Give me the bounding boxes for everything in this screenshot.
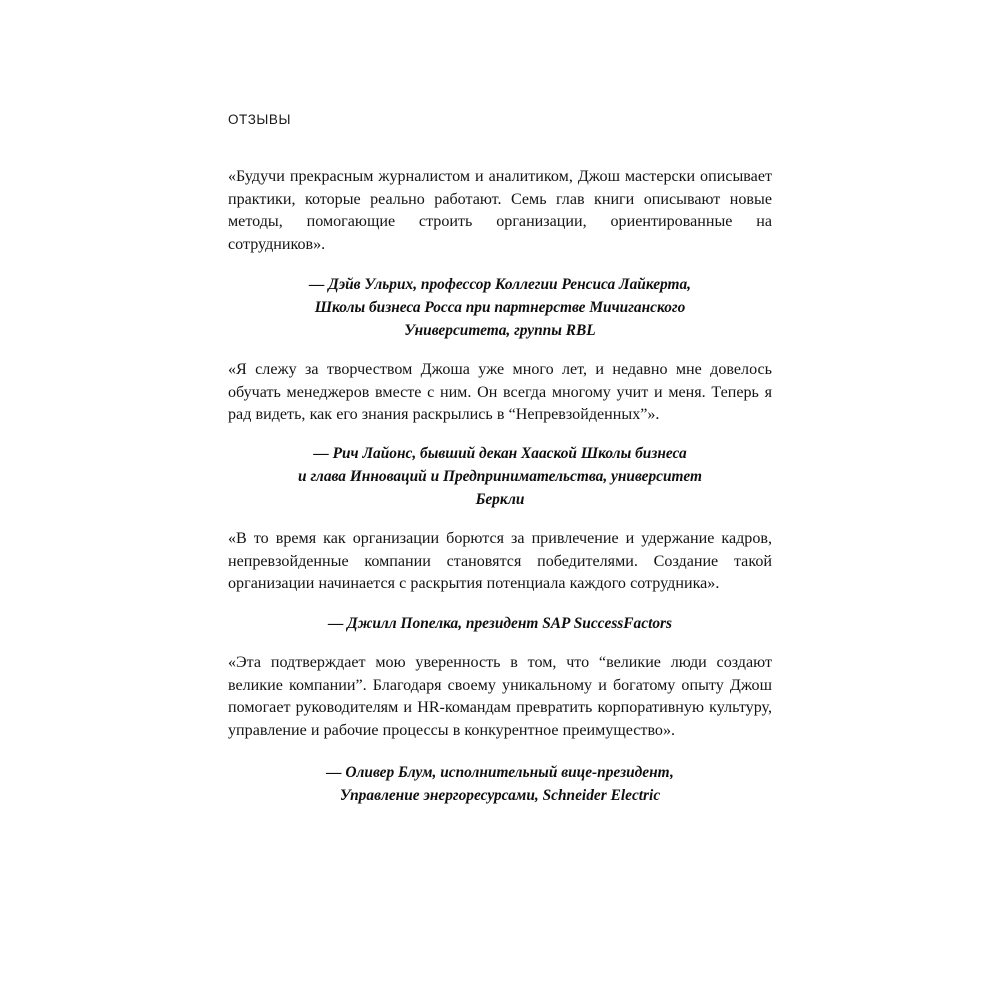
testimonial-attribution (248, 761, 753, 807)
testimonial-attribution (248, 273, 753, 342)
attribution-line: Университета, группы RBL (404, 321, 596, 339)
testimonial-quote: «В то время как организации борются за привлечение и удержание кадров, непревзойденные компании становятся победителями. Создание такой организации начинается с раскрытия потенциала каждого сотрудника». (228, 529, 772, 593)
attribution-line: Школы бизнеса Росса при партнерстве Мичиганского (314, 298, 686, 316)
testimonial-quote: «Будучи прекрасным журналистом и аналитиком, Джош мастерски описывает практики, которые реально работают. Семь глав книги описывают новые методы, помогающие строить организации, ориентированные на сотрудников». (228, 168, 772, 254)
testimonial-block (228, 652, 772, 807)
testimonial-quote: «Я слежу за творчеством Джоша уже много лет, и недавно мне довелось обучать менеджеров вместе с ним. Он всегда многому учит и меня. Теперь я рад видеть, как его знания раскрылись в “Непревзойденных”». (228, 360, 772, 424)
attribution-line: — Оливер Блум, исполнительный вице-президент, (326, 763, 674, 781)
testimonial-block (228, 166, 772, 342)
attribution-line: и глава Инноваций и Предпринимательства, университет (298, 467, 702, 485)
testimonials-content (228, 166, 772, 807)
attribution-line: — Джилл Попелка, президент SAP SuccessFactors (327, 615, 673, 633)
testimonial-attribution (248, 442, 753, 511)
testimonial-attribution (248, 612, 753, 635)
testimonial-block (228, 528, 772, 635)
testimonial-quote: «Эта подтверждает мою уверенность в том, что “великие люди создают великие компании”. Благодаря своему уникальному и богатому опыту Джош помогает руководителям и HR-командам превратить корпоративную культуру, управление и рабочие процессы в конкурентное преимущество». (228, 654, 772, 740)
attribution-line: — Рич Лайонс, бывший декан Хааской Школы бизнеса (313, 444, 687, 462)
attribution-line: Беркли (475, 490, 525, 508)
testimonial-block (228, 359, 772, 511)
attribution-line: — Дэйв Ульрих, профессор Коллегии Ренсиса Лайкерта, (308, 275, 692, 293)
attribution-line: Управление энергоресурсами, Schneider Electric (339, 786, 661, 804)
running-head: ОТЗЫВЫ (228, 112, 291, 127)
